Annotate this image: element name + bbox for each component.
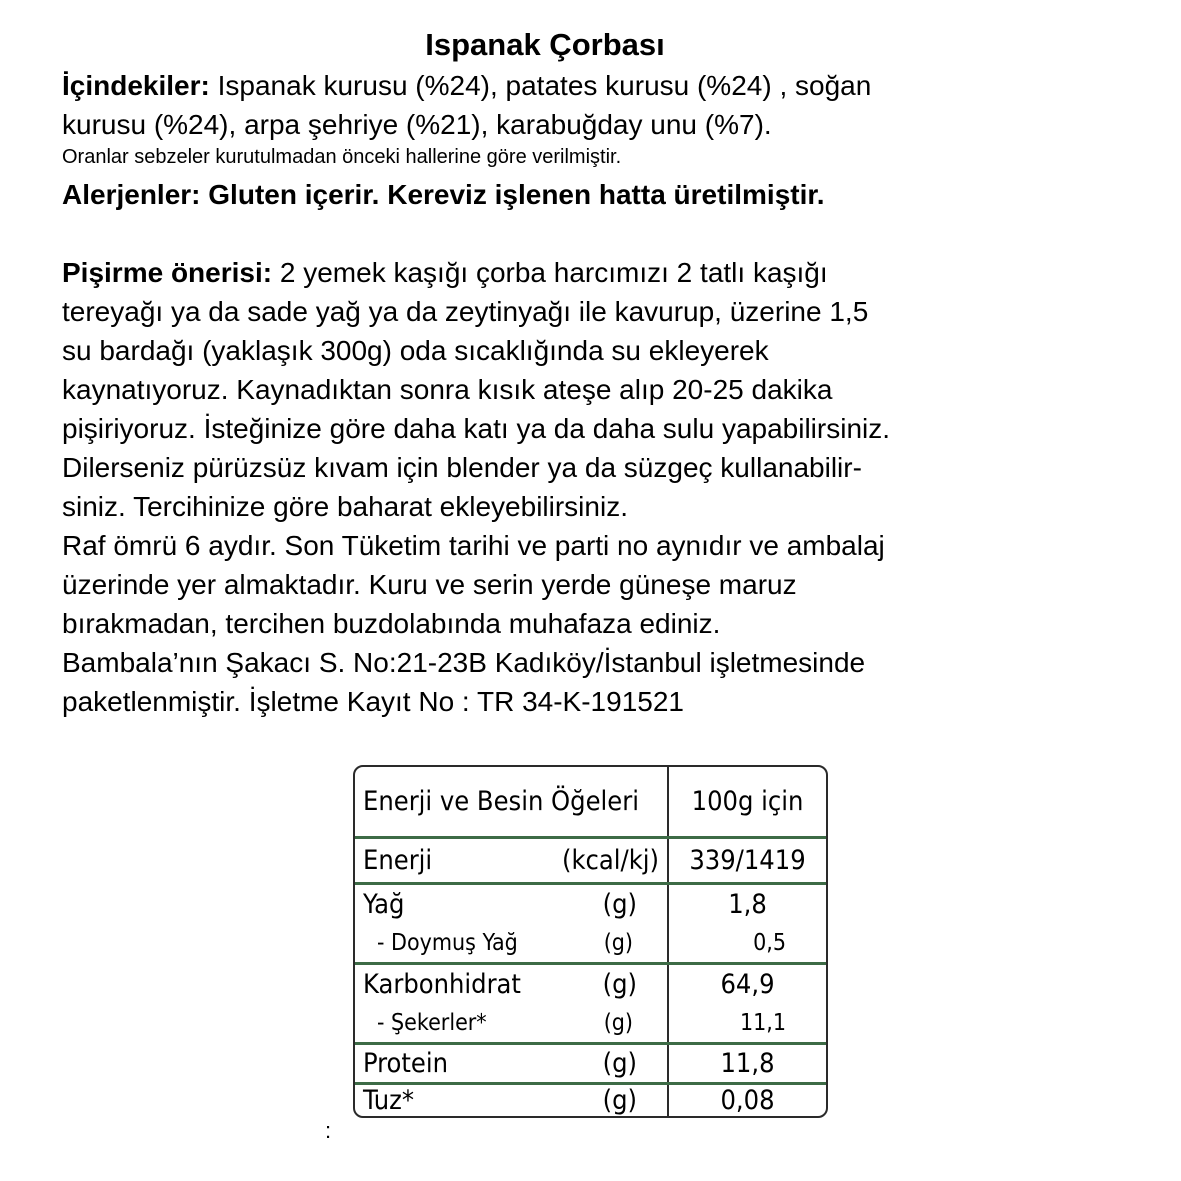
header-name: Enerji ve Besin Öğeleri	[363, 785, 639, 817]
table-row	[355, 925, 826, 963]
table-row	[355, 963, 826, 1005]
cooking-line: kaynatıyoruz. Kaynadıktan sonra kısık ateşe alıp 20-25 dakika	[62, 374, 833, 405]
salt-cell	[355, 1083, 668, 1116]
sugars-cell	[355, 1005, 668, 1043]
table-row	[355, 837, 826, 883]
table-row	[355, 767, 826, 837]
nutrient-unit: (g)	[602, 1047, 637, 1079]
storage-line: bırakmadan, tercihen buzdolabında muhafaza ediniz.	[62, 608, 721, 639]
nutrient-unit: (g)	[602, 889, 637, 921]
nutrient-unit: (g)	[602, 969, 637, 1001]
nutrient-value: 11,1	[668, 1005, 826, 1043]
cooking-line: su bardağı (yaklaşık 300g) oda sıcaklığında su ekleyerek	[62, 335, 769, 366]
cooking-line: Dilerseniz pürüzsüz kıvam için blender ya da süzgeç kullanabilir-	[62, 452, 862, 483]
nutrient-name: Yağ	[363, 889, 405, 921]
nutrient-name: - Doymuş Yağ	[377, 930, 518, 957]
saturated-fat-cell	[355, 925, 668, 963]
table-row	[355, 883, 826, 925]
table-row	[355, 1005, 826, 1043]
ingredients-text-1: Ispanak kurusu (%24), patates kurusu (%24) , soğan	[209, 70, 872, 101]
energy-cell	[355, 837, 668, 883]
nutrient-value: 0,08	[668, 1083, 826, 1116]
ingredients-section	[62, 66, 1122, 144]
cooking-text-1: 2 yemek kaşığı çorba harcımızı 2 tatlı kaşığı	[272, 257, 828, 288]
nutrient-unit: (g)	[602, 1084, 637, 1116]
storage-line: üzerinde yer almaktadır. Kuru ve serin yerde güneşe maruz	[62, 569, 797, 600]
nutrient-name: Protein	[363, 1047, 449, 1079]
allergens-statement: Alerjenler: Gluten içerir. Kereviz işlenen hatta üretilmiştir.	[62, 179, 825, 210]
producer-line: Bambala’nın Şakacı S. No:21-23B Kadıköy/İstanbul işletmesinde	[62, 647, 866, 678]
nutrient-value: 1,8	[668, 883, 826, 925]
nutrient-value: 64,9	[668, 963, 826, 1005]
nutrient-name: Enerji	[363, 844, 433, 876]
stray-mark: :	[325, 1118, 332, 1143]
nutrient-value: 339/1419	[668, 837, 826, 883]
cooking-line: tereyağı ya da sade yağ ya da zeytinyağı ile kavurup, üzerine 1,5	[62, 296, 869, 327]
cooking-section	[62, 253, 1122, 721]
header-value: 100g için	[668, 767, 826, 837]
nutrient-name: - Şekerler*	[377, 1010, 487, 1037]
ingredients-label: İçindekiler:	[62, 70, 210, 101]
cooking-label: Pişirme önerisi:	[62, 257, 273, 288]
registration-line: paketlenmiştir. İşletme Kayıt No : TR 34-K-191521	[62, 686, 684, 717]
nutrient-unit: (g)	[603, 1010, 633, 1037]
nutrient-value: 11,8	[668, 1043, 826, 1083]
shelf-life-line: Raf ömrü 6 aydır. Son Tüketim tarihi ve parti no aynıdır ve ambalaj	[62, 530, 885, 561]
nutrient-unit: (kcal/kj)	[561, 844, 659, 876]
cooking-line: pişiriyoruz. İsteğinize göre daha katı ya da daha sulu yapabilirsiniz.	[62, 413, 891, 444]
table-row	[355, 1083, 826, 1116]
nutrition-table	[353, 765, 828, 1118]
carbohydrate-cell	[355, 963, 668, 1005]
ratio-note: Oranlar sebzeler kurutulmadan önceki hallerine göre verilmiştir.	[62, 146, 622, 168]
ingredients-text-2: kurusu (%24), arpa şehriye (%21), karabuğday unu (%7).	[62, 109, 772, 140]
nutrient-name: Tuz*	[363, 1084, 415, 1116]
cooking-line: siniz. Tercihinize göre baharat ekleyebilirsiniz.	[62, 491, 628, 522]
table-row	[355, 1043, 826, 1083]
fat-cell	[355, 883, 668, 925]
protein-cell	[355, 1043, 668, 1083]
product-title: Ispanak Çorbası	[425, 27, 665, 62]
nutrient-unit: (g)	[603, 930, 633, 957]
nutrient-value: 0,5	[668, 925, 826, 963]
nutrient-name: Karbonhidrat	[363, 969, 521, 1001]
